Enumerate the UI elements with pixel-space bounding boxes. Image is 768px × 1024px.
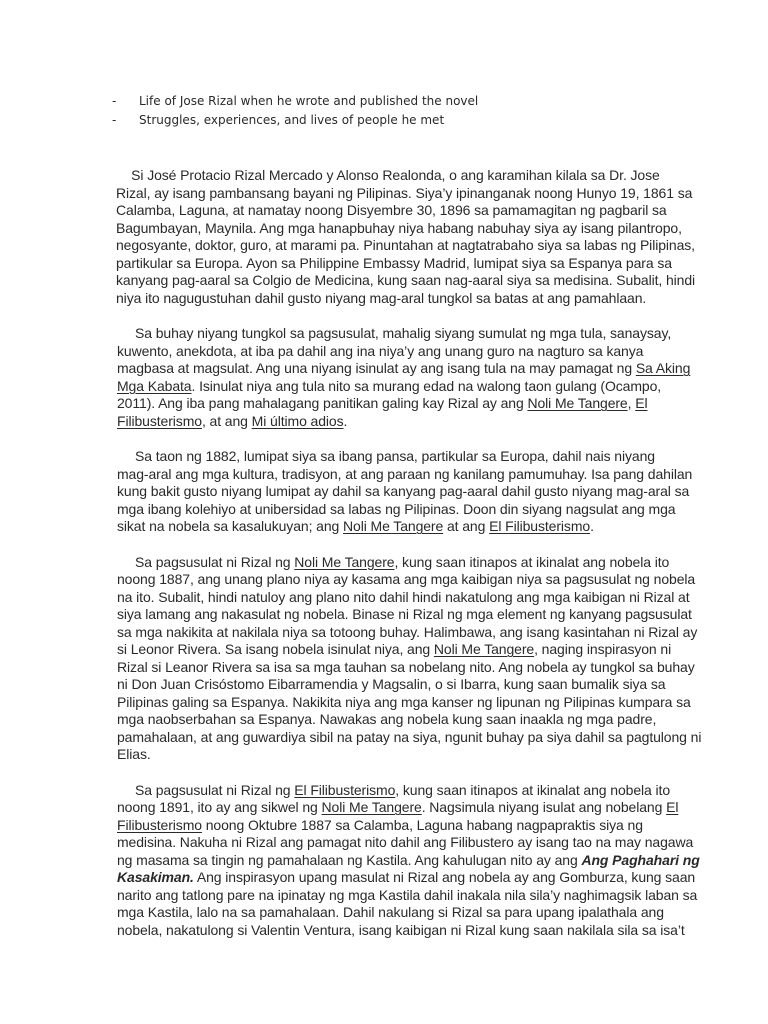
text-line: magbasa at magsulat. Ang una niyang isinulat ay ang isang tula na may pamagat ng Sa Aking [117, 360, 691, 376]
paragraph-intro [116, 167, 696, 307]
text-line: Rizal, ay isang pambansang bayani ng Pilipinas. Siya’y ipinanganak noong Hunyo 19, 1861 sa [116, 184, 693, 201]
text-line: na ito. Subalit, hindi natuloy ang plano nito dahil hindi nakatulong ang mga kaibigan ni Rizal at [117, 588, 690, 605]
text-line: Elias. [117, 746, 151, 762]
paragraph-fili [117, 781, 700, 940]
text-line: mga naobserbahan sa Espanya. Nawakas ang nobela kung saan inaakla ng mga padre, [117, 711, 657, 727]
title-link-sa-aking-mga-kabata: Sa Aking [635, 360, 691, 376]
title-el-filibusterismo: El [635, 395, 648, 411]
text-line: negosyante, doktor, guro, at marami pa. Pinuntahan at nagtatrabaho siya sa labas ng Pilipinas, [116, 237, 695, 253]
text-line: ng masama sa tingin ng pamahalaan ng Kastila. Ang kahulugan nito ay ang Ang Paghahari ng [117, 851, 700, 868]
paragraph-writing [117, 325, 691, 430]
title-el-filibusterismo: Filibusterismo [117, 816, 202, 833]
text-line: Sa pagsusulat ni Rizal ng Noli Me Tangere, kung saan itinapos at ikinalat ang nobela ito [135, 553, 670, 570]
paragraph-europe [117, 448, 693, 536]
text-line: Bagumbayan, Maynila. Ang mga hanapbuhay niya habang nabuhay siya ay isang pilantropo, [116, 219, 682, 236]
text-line: mag-aral ang mga kultura, tradisyon, at ang paraan ng kanilang pamumuhay. Isa pang dahilan [117, 465, 693, 482]
emphasis-kasakiman: Kasakiman. [117, 869, 194, 885]
text-line: Pilipinas galing sa Espanya. Nakikita niya ang mga kanser ng lipunan ng Pilipinas kumpara sa [117, 693, 691, 710]
title-el-filibusterismo: Filibusterismo [117, 412, 202, 429]
emphasis-ang-paghahari: Ang Paghahari ng [581, 851, 700, 868]
text-line: narito ang tatlong pare na ipinatay ng mga Kastila dahil inakala nila sila’y naghimagsik laban sa [117, 886, 698, 903]
bullet-text: Struggles, experiences, and lives of people he met [139, 113, 445, 127]
text-line: mga ibang kolehiyo at unibersidad sa labas ng Pilipinas. Doon din siyang nagsulat ang mga [117, 500, 676, 517]
title-link-sa-aking-mga-kabata: Mga Kabata [117, 377, 192, 394]
text-line: pamahalaan, at ang guwardiya sibil na patay na siya, ngunit buhay pa siya dahil sa pagtulong ni [117, 728, 702, 745]
text-line: Filibusterismo, at ang Mi último adios. [117, 412, 348, 429]
bullet-marker: - [112, 94, 117, 108]
text-line: Filibusterismo noong Oktubre 1887 sa Calamba, Laguna habang nagpapraktis siya ng [117, 816, 643, 833]
text-line: si Leonor Rivera. Sa isang nobela isinulat niya, ang Noli Me Tangere, naging inspirasyon ni [117, 641, 672, 657]
text-line: nobela, nakatulong si Valentin Ventura, isang kaibigan ni Rizal kung saan nakilala sila sa isa’t [117, 921, 685, 938]
text-line: Si José Protacio Rizal Mercado y Alonso Realonda, o ang karamihan kilala sa Dr. Jose [116, 167, 660, 183]
title-el-filibusterismo: El Filibusterismo [489, 518, 591, 534]
text-line: kuwento, anekdota, at iba pa dahil ang ina niya’y ang unang guro na nagturo sa kanya [117, 342, 644, 359]
text-line: Rizal si Leanor Rivera sa isa sa mga tauhan sa nobelang nito. Ang nobela ay tungkol sa buhay [117, 658, 695, 675]
bullet-marker: - [112, 113, 117, 127]
text-line: Sa taon ng 1882, lumipat siya sa ibang pansa, partikular sa Europa, dahil nais niyang [135, 448, 655, 464]
title-noli-me-tangere: Noli Me Tangere [433, 641, 535, 657]
text-line: sikat na nobela sa kasalukuyan; ang Noli Me Tangere at ang El Filibusterismo. [117, 518, 594, 534]
text-line: medisina. Nakuha ni Rizal ang pamagat nito dahil ang Filibustero ay isang tao na may nagawa [117, 834, 694, 850]
bullet-item [112, 111, 478, 130]
document-body [116, 167, 702, 957]
title-el-filibusterismo: El Filibusterismo [294, 781, 396, 798]
text-line: niya ito nagugustuhan dahil gusto niyang mag-aral tungkol sa batas at ang pamahlaan. [116, 289, 647, 306]
text-line: mga Kastila, lalo na sa pamahalaan. Dahil nakulang si Rizal sa para upang ipalathala ang [117, 904, 664, 920]
text-line: kanyang pag-aaral sa Colgio de Medicina, kung saan nag-aaral siya sa medisina. Subalit, hindi [116, 272, 696, 288]
text-line: Mga Kabata. Isinulat niya ang tula nito sa murang edad na walong taon gulang (Ocampo, [117, 377, 662, 394]
text-line: siya lamang ang nakasulat ng nobela. Binase ni Rizal ng mga element ng kanyang pagsusulat [117, 606, 692, 622]
title-noli-me-tangere: Noli Me Tangere [527, 395, 628, 411]
title-el-filibusterismo: El [666, 799, 679, 815]
text-line: Kasakiman. Ang inspirasyon upang masulat ni Rizal ang nobela ay ang Gomburza, kung saan [117, 869, 696, 885]
text-line: partikular sa Europa. Ayon sa Philippine Embassy Madrid, lumipat siya sa Espanya para sa [116, 254, 672, 271]
title-mi-ultimo-adios: Mi último adios [251, 412, 344, 429]
paragraph-noli [117, 553, 702, 764]
text-line: Sa pagsusulat ni Rizal ng El Filibusterismo, kung saan itinapos at ikinalat ang nobela ito [135, 781, 671, 798]
bullet-item [112, 92, 478, 111]
title-noli-me-tangere: Noli Me Tangere [343, 518, 444, 534]
bullet-list [112, 92, 478, 130]
bullet-text: Life of Jose Rizal when he wrote and published the novel [139, 94, 479, 108]
text-line: sa mga nakikita at nakilala niya sa totoong buhay. Halimbawa, ang isang kasintahan ni Rizal ay [117, 623, 698, 640]
text-line: ni Don Juan Crisóstomo Eibarramendia y Magsalin, o si Ibarra, kung saan bumalik siya sa [117, 676, 666, 692]
text-line: 2011). Ang iba pang mahalagang panitikan galing kay Rizal ay ang Noli Me Tangere, El [117, 395, 648, 411]
text-line: Calamba, Laguna, at namatay noong Disyembre 30, 1896 sa pamamagitan ng pagbaril sa [116, 202, 667, 218]
title-noli-me-tangere: Noli Me Tangere [321, 799, 422, 815]
text-line: noong 1891, ito ay ang sikwel ng Noli Me Tangere. Nagsimula niyang isulat ang nobelang El [117, 799, 679, 815]
text-line: noong 1887, ang unang plano niya ay kasama ang mga kaibigan niya sa pagsusulat ng nobela [117, 571, 696, 587]
title-noli-me-tangere: Noli Me Tangere [294, 553, 395, 570]
text-line: kung bakit gusto niyang lumipat ay dahil sa kanyang pag-aaral dahil gusto niyang mag-aral sa [117, 483, 690, 499]
text-line: Sa buhay niyang tungkol sa pagsusulat, mahalig siyang sumulat ng mga tula, sanaysay, [135, 325, 672, 341]
